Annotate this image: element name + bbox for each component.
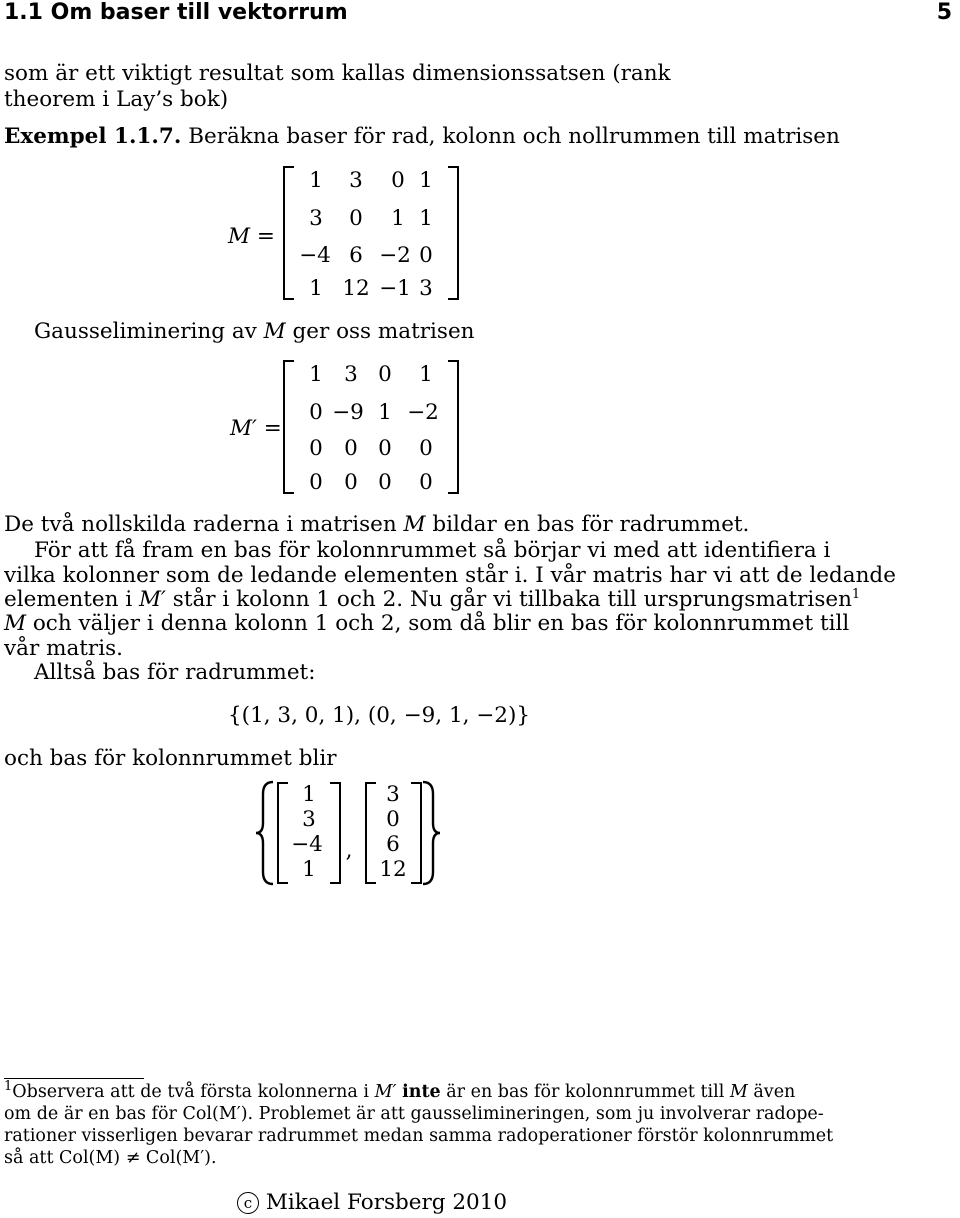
- vec1-entry: −4: [291, 832, 323, 857]
- vec1-right-bracket: [330, 782, 341, 884]
- footnote-line4: så att Col(M) ≠ Col(M′).: [4, 1148, 217, 1168]
- matrix-cell: 1: [309, 276, 323, 301]
- p2-line3: [4, 587, 860, 613]
- footnote-line3: rationer visserligen bevarar radrummet medan samma radoperationer förstör kolonnrummet: [4, 1126, 834, 1146]
- footnote-l1-bold: inte: [402, 1082, 441, 1102]
- copyright-text: Mikael Forsberg 2010: [265, 1190, 508, 1215]
- matrix-m-name: M =: [228, 224, 275, 249]
- matrix-cell: 0: [309, 436, 323, 461]
- footnote-l1-b: är en bas för kolonnrummet till: [440, 1082, 730, 1102]
- column-basis: [255, 778, 445, 888]
- p3-text: Alltså bas för radrummet:: [34, 660, 316, 685]
- matrix-cell: 1: [391, 206, 405, 231]
- right-brace: [423, 782, 440, 884]
- matrix-cell: −9: [332, 400, 364, 425]
- gauss-text-after: ger oss matrisen: [285, 319, 475, 344]
- matrix-cell: 0: [378, 436, 392, 461]
- vec2-entry: 6: [386, 832, 400, 857]
- paragraph-row-basis: [4, 512, 749, 538]
- matrix-cell: 0: [378, 362, 392, 387]
- vec1-entry: 1: [302, 782, 316, 807]
- matrix-cell: 0: [391, 168, 405, 193]
- matrix-cell: 3: [349, 168, 363, 193]
- matrix-cell: 0: [344, 436, 358, 461]
- p1-text-b: bildar en bas för radrummet.: [425, 512, 750, 537]
- footnote-l1-var: M′: [374, 1082, 397, 1102]
- matrix-m: [283, 166, 459, 300]
- footnote-l1-a: Observera att de två första kolonnerna i: [12, 1082, 375, 1102]
- left-brace: [256, 782, 273, 884]
- matrix-mp-row: [283, 470, 459, 500]
- matrix-mp-row: [283, 436, 459, 466]
- matrix-cell: 0: [344, 470, 358, 495]
- matrix-cell: 0: [349, 206, 363, 231]
- example-label: Exempel 1.1.7.: [4, 124, 182, 149]
- matrix-cell: 1: [378, 400, 392, 425]
- matrix-cell: −2: [407, 400, 439, 425]
- vec1-entry: 3: [302, 807, 316, 832]
- matrix-cell: 6: [349, 243, 363, 268]
- footnote-l1-c: även: [747, 1082, 796, 1102]
- p2-line1: För att få fram en bas för kolonnrummet så börjar vi med att identifiera i: [34, 538, 831, 563]
- matrix-cell: 3: [344, 362, 358, 387]
- matrix-cell: 1: [309, 362, 323, 387]
- matrix-m-row: [283, 243, 459, 273]
- matrix-cell: 12: [342, 276, 370, 301]
- matrix-cell: 0: [419, 470, 433, 495]
- vector-separator-comma: ,: [345, 838, 353, 863]
- vec2-entry: 12: [379, 857, 407, 882]
- p1-text-a: De två nollskilda raderna i matrisen: [4, 512, 404, 537]
- footnote-line1: [4, 1081, 795, 1104]
- footnote-l1-var2: M: [729, 1082, 748, 1102]
- copyright-symbol: c: [237, 1192, 259, 1214]
- example-text: Beräkna baser för rad, kolonn och nollrummen till matrisen: [188, 124, 840, 149]
- row-basis-formula: {(1, 3, 0, 1), (0, −9, 1, −2)}: [228, 703, 531, 728]
- p2-line3-a: elementen i: [4, 587, 140, 612]
- matrix-cell: −4: [299, 243, 331, 268]
- p2-line2: vilka kolonner som de ledande elementen står i. I vår matris har vi att de ledande: [4, 563, 896, 588]
- matrix-m-row: [283, 206, 459, 236]
- matrix-cell: 0: [419, 243, 433, 268]
- footnote-mark: 1: [4, 1079, 13, 1095]
- footnote-rule: [4, 1078, 144, 1079]
- matrix-mp-name: M′ =: [230, 416, 282, 441]
- matrix-cell: 1: [309, 168, 323, 193]
- p2-line3-b: står i kolonn 1 och 2. Nu går vi tillbaka till ursprungsmatrisen: [165, 587, 852, 612]
- page-number: 5: [936, 0, 952, 25]
- matrix-cell: 1: [419, 362, 433, 387]
- matrix-mp-row: [283, 362, 459, 392]
- matrix-cell: −1: [379, 276, 411, 301]
- gauss-text: [34, 319, 475, 345]
- p2-line3-var: M′: [139, 587, 166, 612]
- matrix-cell: 3: [309, 206, 323, 231]
- gauss-text-before: Gausseliminering av: [34, 319, 264, 344]
- matrix-cell: 0: [378, 470, 392, 495]
- matrix-cell: −2: [379, 243, 411, 268]
- matrix-cell: 0: [419, 436, 433, 461]
- footnote-reference: 1: [851, 586, 861, 602]
- matrix-cell: 1: [419, 168, 433, 193]
- example-line: [4, 124, 840, 150]
- p4-text: och bas för kolonnrummet blir: [4, 746, 337, 771]
- copyright: [237, 1190, 507, 1216]
- vec1-entry: 1: [302, 857, 316, 882]
- matrix-mp-row: [283, 400, 459, 430]
- section-header: 1.1 Om baser till vektorrum: [4, 0, 348, 25]
- vec2-entry: 3: [386, 782, 400, 807]
- footnote-line2: om de är en bas för Col(M′). Problemet är att gausselimineringen, som ju involverar radope-: [4, 1104, 824, 1124]
- gauss-text-var: M: [263, 319, 286, 344]
- matrix-cell: 3: [419, 276, 433, 301]
- p2-line4-var: M: [4, 611, 27, 636]
- matrix-m-row: [283, 276, 459, 306]
- p2-line5: vår matris.: [4, 636, 123, 661]
- p1-var: M: [403, 512, 426, 537]
- vec2-entry: 0: [386, 807, 400, 832]
- p2-line4-b: och väljer i denna kolonn 1 och 2, som då blir en bas för kolonnrummet till: [26, 611, 850, 636]
- matrix-cell: 0: [309, 400, 323, 425]
- matrix-m-prime: [283, 360, 459, 494]
- p2-line4: [4, 611, 849, 637]
- matrix-m-row: [283, 168, 459, 198]
- matrix-cell: 1: [419, 206, 433, 231]
- intro-text: som är ett viktigt resultat som kallas dimensionssatsen (rank theorem i Lay’s bok): [4, 61, 671, 112]
- matrix-cell: 0: [309, 470, 323, 495]
